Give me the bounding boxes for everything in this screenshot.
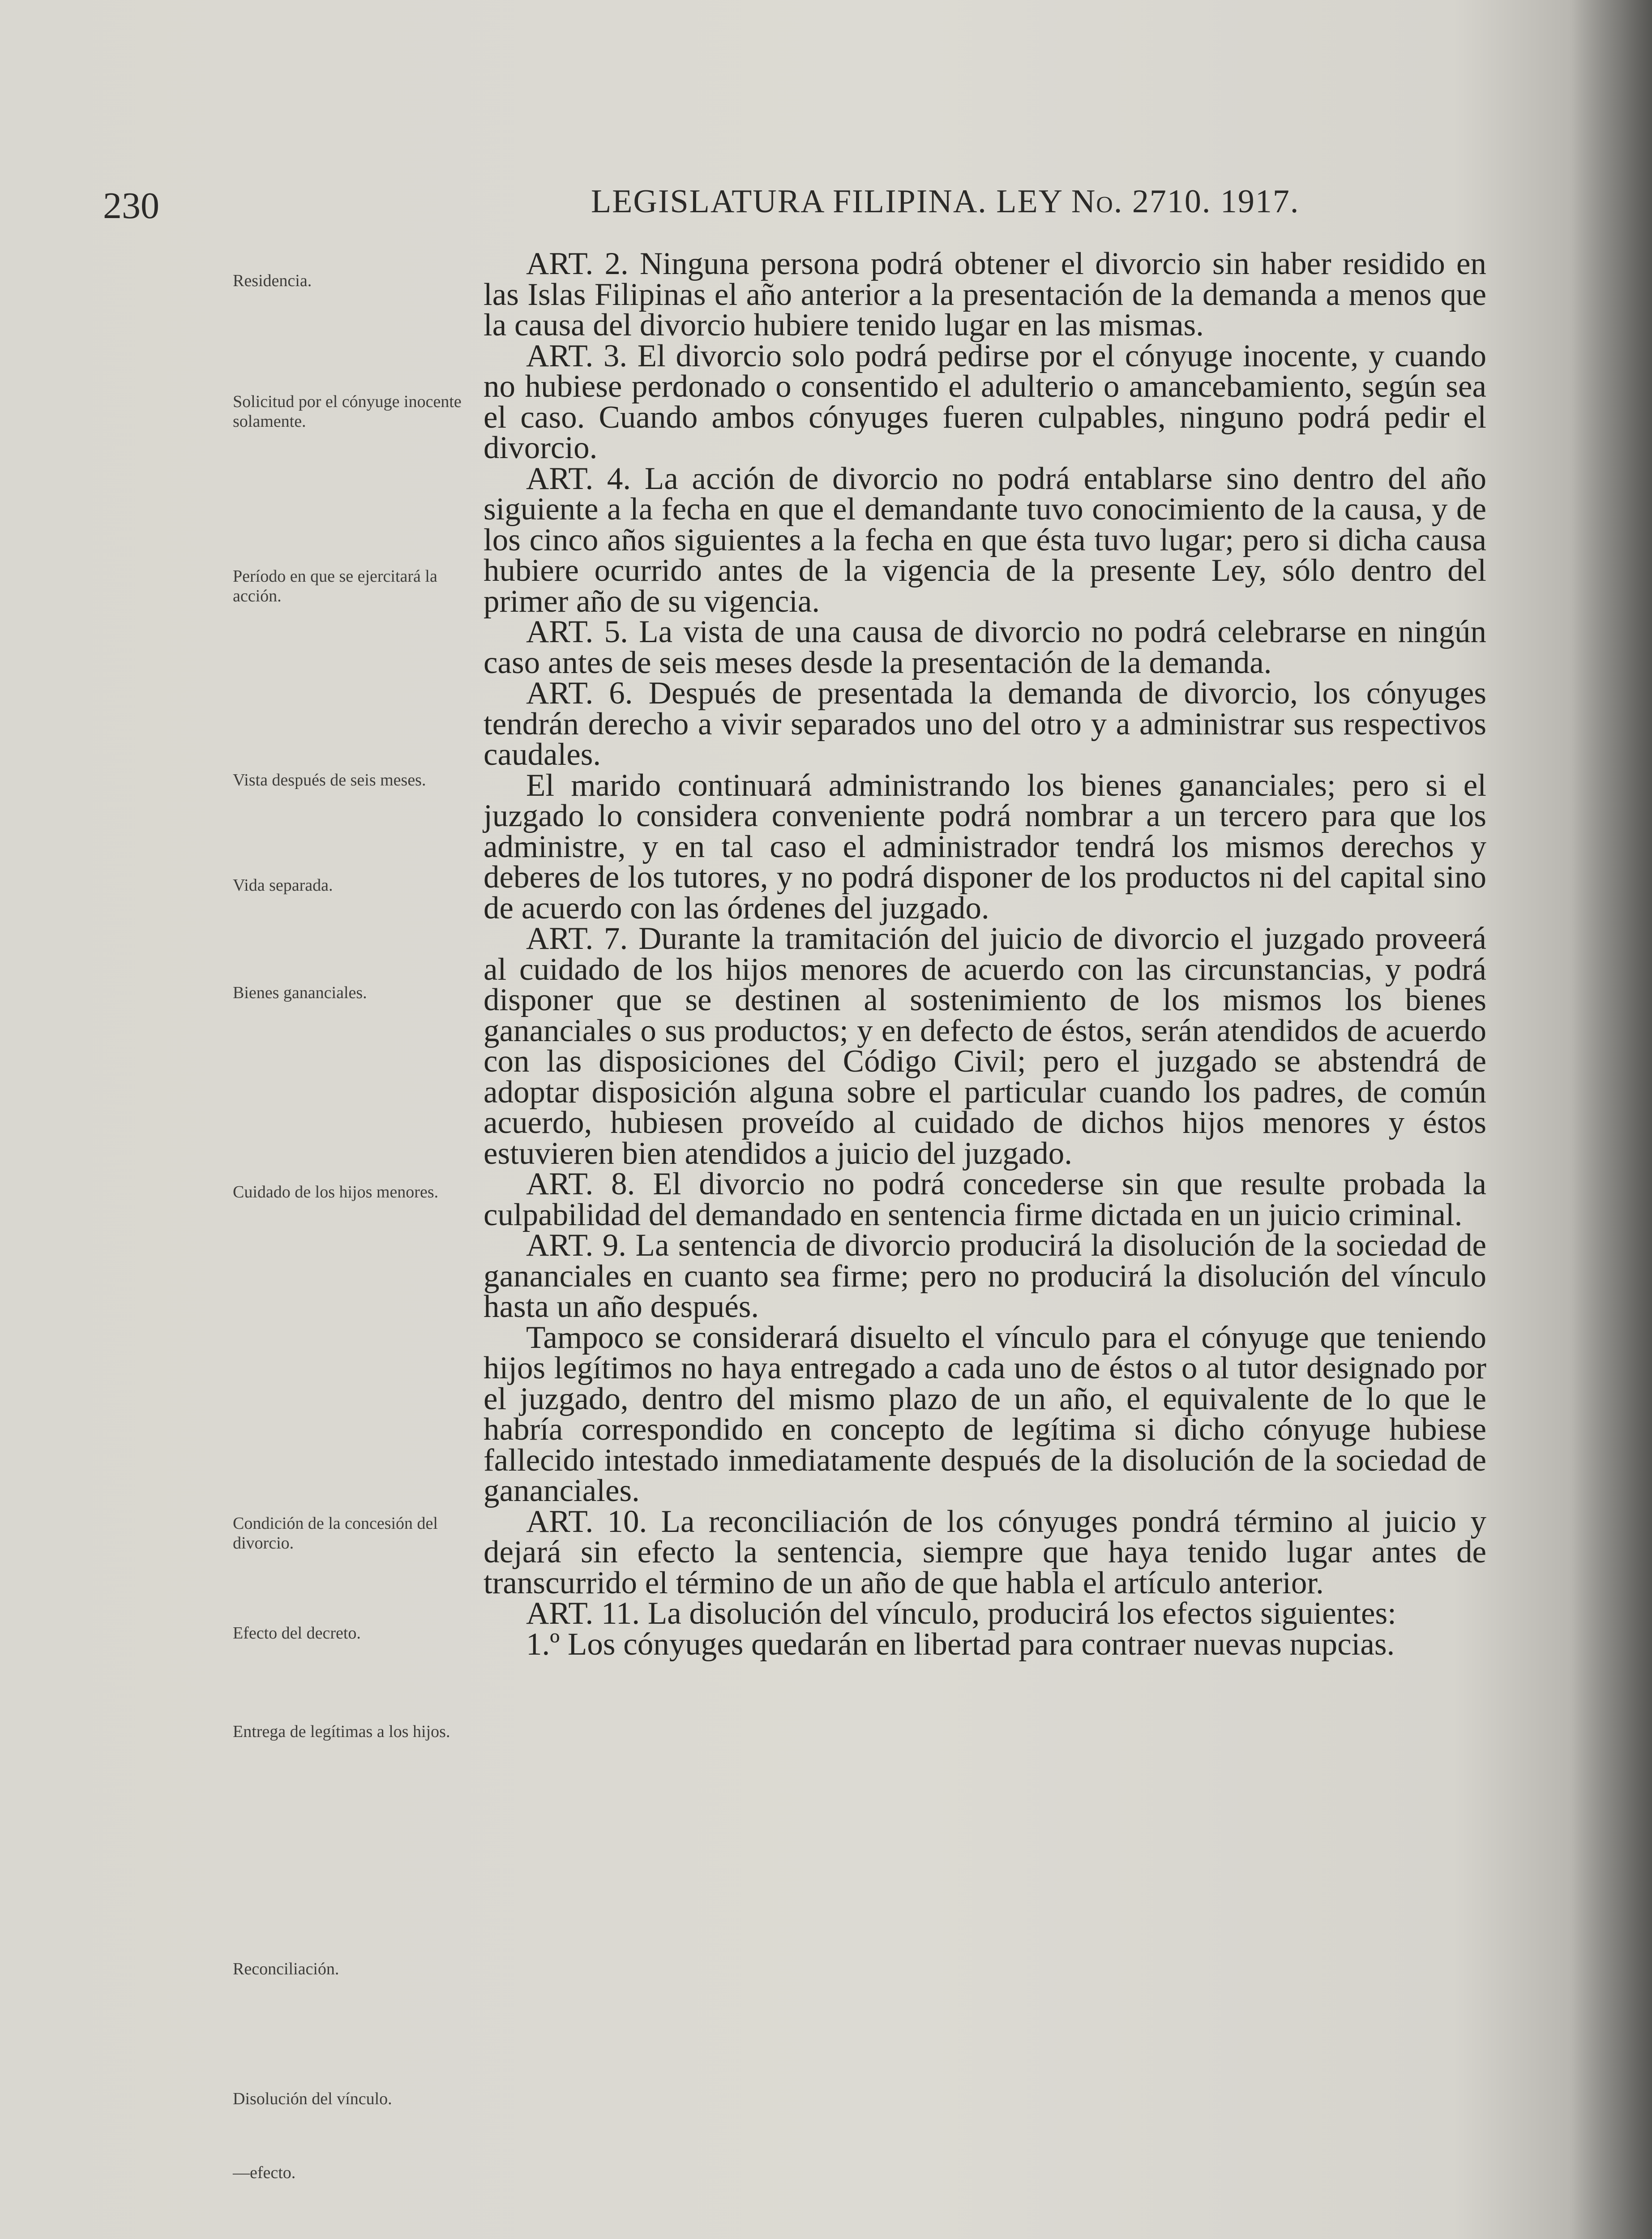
page-header (103, 179, 1401, 227)
paragraph-art-5 (484, 614, 1487, 680)
article-label: ART. 4. (526, 461, 631, 496)
margin-note: Bienes gananciales. (233, 983, 367, 1002)
paragraph-text: Ninguna persona podrá obtener el divorcio sin haber residido en las Islas Filipinas el año anterior a la presentación de la demanda a menos que la causa del divorcio hubiere tenido lugar en las mismas. (484, 246, 1487, 343)
paragraph-bienes (484, 770, 1486, 924)
margin-note: Período en que se ejercitará la acción. (233, 567, 437, 605)
paragraph-text: El divorcio solo podrá pedirse por el cónyuge inocente, y cuando no hubiese perdonado o consentido el adulterio o amancebamiento, según sea el caso. Cuando ambos cónyuges fueren culpables, ninguno podrá pedir el divorcio. (484, 338, 1487, 465)
paragraph-art-9 (484, 1230, 1486, 1322)
margin-note: Vida separada. (233, 876, 333, 895)
article-label: ART. 9. (526, 1228, 626, 1263)
margin-note: Condición de la concesión del divorcio. (233, 1514, 438, 1553)
paragraph-text: El divorcio no podrá concederse sin que resulte probada la culpabilidad del demandado en sentencia firme dictada en un juicio criminal. (484, 1167, 1487, 1232)
paragraph-text: El marido continuará administrando los bienes gananciales; pero si el juzgado lo considera conveniente podrá nombrar a un tercero para que los administre, y en tal caso el administrador tendrá los mismos derechos y deberes de los tutores, y no podrá disponer de los productos ni del capital sino de acuerdo con las órdenes del juzgado. (484, 768, 1486, 926)
paragraph-text: Durante la tramitación del juicio de divorcio el juzgado proveerá al cuidado de los hijos menores de acuerdo con las circunstancias, y podrá disponer que se destinen al sostenimiento de los mismos los bienes gananciales o sus productos; y en defecto de éstos, serán atendidos de acuerdo con las disposiciones del Código Civil; pero el juzgado se abstendrá de adoptar disposición alguna sobre el particular cuando los padres, de común acuerdo, hubiesen proveído al cuidado de dichos hijos menores y éstos estuvieren bien atendidos a juicio del juzgado. (484, 921, 1486, 1171)
paragraph-art-6 (484, 678, 1486, 770)
paragraph-art-7 (484, 923, 1486, 1169)
paragraph-art-4 (484, 463, 1486, 617)
running-title: LEGISLATURA FILIPINA. LEY No. 2710. 1917. (591, 183, 1300, 220)
paragraph-art-3 (484, 338, 1487, 465)
page-edge-shadow (1571, 0, 1652, 2239)
body-text (484, 246, 1487, 1662)
paragraph-efecto-1 (484, 1626, 1486, 1662)
article-label: ART. 6. (526, 676, 633, 711)
margin-note: Residencia. (233, 271, 312, 290)
paragraph-text: La reconciliación de los cónyuges pondrá término al juicio y dejará sin efecto la sentencia, siempre que haya tenido lugar antes de transcurrido el término de un año de que habla el artículo anterior. (484, 1504, 1486, 1600)
article-label: ART. 11. (526, 1596, 640, 1631)
article-label: ART. 7. (526, 921, 628, 956)
paragraph-legitimas (484, 1322, 1486, 1506)
margin-note: —efecto. (233, 2163, 296, 2182)
paragraph-text: La vista de una causa de divorcio no podrá celebrarse en ningún caso antes de seis meses desde la presentación de la demanda. (484, 614, 1487, 680)
paragraph-art-11 (484, 1598, 1486, 1629)
paragraph-art-10 (484, 1506, 1486, 1599)
page-number: 230 (103, 185, 159, 227)
paragraph-text: 1.º Los cónyuges quedarán en libertad para contraer nuevas nupcias. (526, 1626, 1395, 1662)
article-label: ART. 10. (526, 1504, 647, 1539)
margin-note: Solicitud por el cónyuge inocente solamente. (233, 392, 462, 431)
article-label: ART. 3. (526, 338, 628, 373)
paragraph-text: La sentencia de divorcio producirá la disolución de la sociedad de gananciales en cuanto sea firme; pero no producirá la disolución del vínculo hasta un año después. (484, 1228, 1487, 1324)
margin-note: Cuidado de los hijos menores. (233, 1183, 439, 1201)
paragraph-text: Después de presentada la demanda de divorcio, los cónyuges tendrán derecho a vivir separados uno del otro y a administrar sus respectivos caudales. (484, 676, 1487, 772)
article-label: ART. 2. (526, 246, 629, 281)
margin-note: Entrega de legítimas a los hijos. (233, 1722, 450, 1741)
article-label: ART. 5. (526, 614, 628, 649)
margin-note: Vista después de seis meses. (233, 771, 426, 789)
margin-note: Disolución del vínculo. (233, 2089, 392, 2108)
margin-note: Reconciliación. (233, 1960, 339, 1978)
paragraph-art-8 (484, 1169, 1486, 1230)
paragraph-text: La disolución del vínculo, producirá los efectos siguientes: (647, 1596, 1396, 1631)
margin-note: Efecto del decreto. (233, 1624, 361, 1643)
paragraph-art-2 (484, 246, 1487, 343)
article-label: ART. 8. (526, 1167, 635, 1201)
paragraph-text: La acción de divorcio no podrá entablarse sino dentro del año siguiente a la fecha en que el demandante tuvo conocimiento de la causa, y de los cinco años siguientes a la fecha en que ésta tuvo lugar; pero si dicha causa hubiere ocurrido antes de la vigencia de la presente Ley, sólo dentro del primer año de su vigencia. (484, 461, 1487, 619)
paragraph-text: Tampoco se considerará disuelto el vínculo para el cónyuge que teniendo hijos legítimos no haya entregado a cada uno de éstos o al tutor designado por el juzgado, dentro del mismo plazo de un año, el equivalente de lo que le habría correspondido en concepto de legítima si dicho cónyuge hubiese fallecido intestado inmediatamente después de la disolución de la sociedad de gananciales. (484, 1320, 1486, 1508)
